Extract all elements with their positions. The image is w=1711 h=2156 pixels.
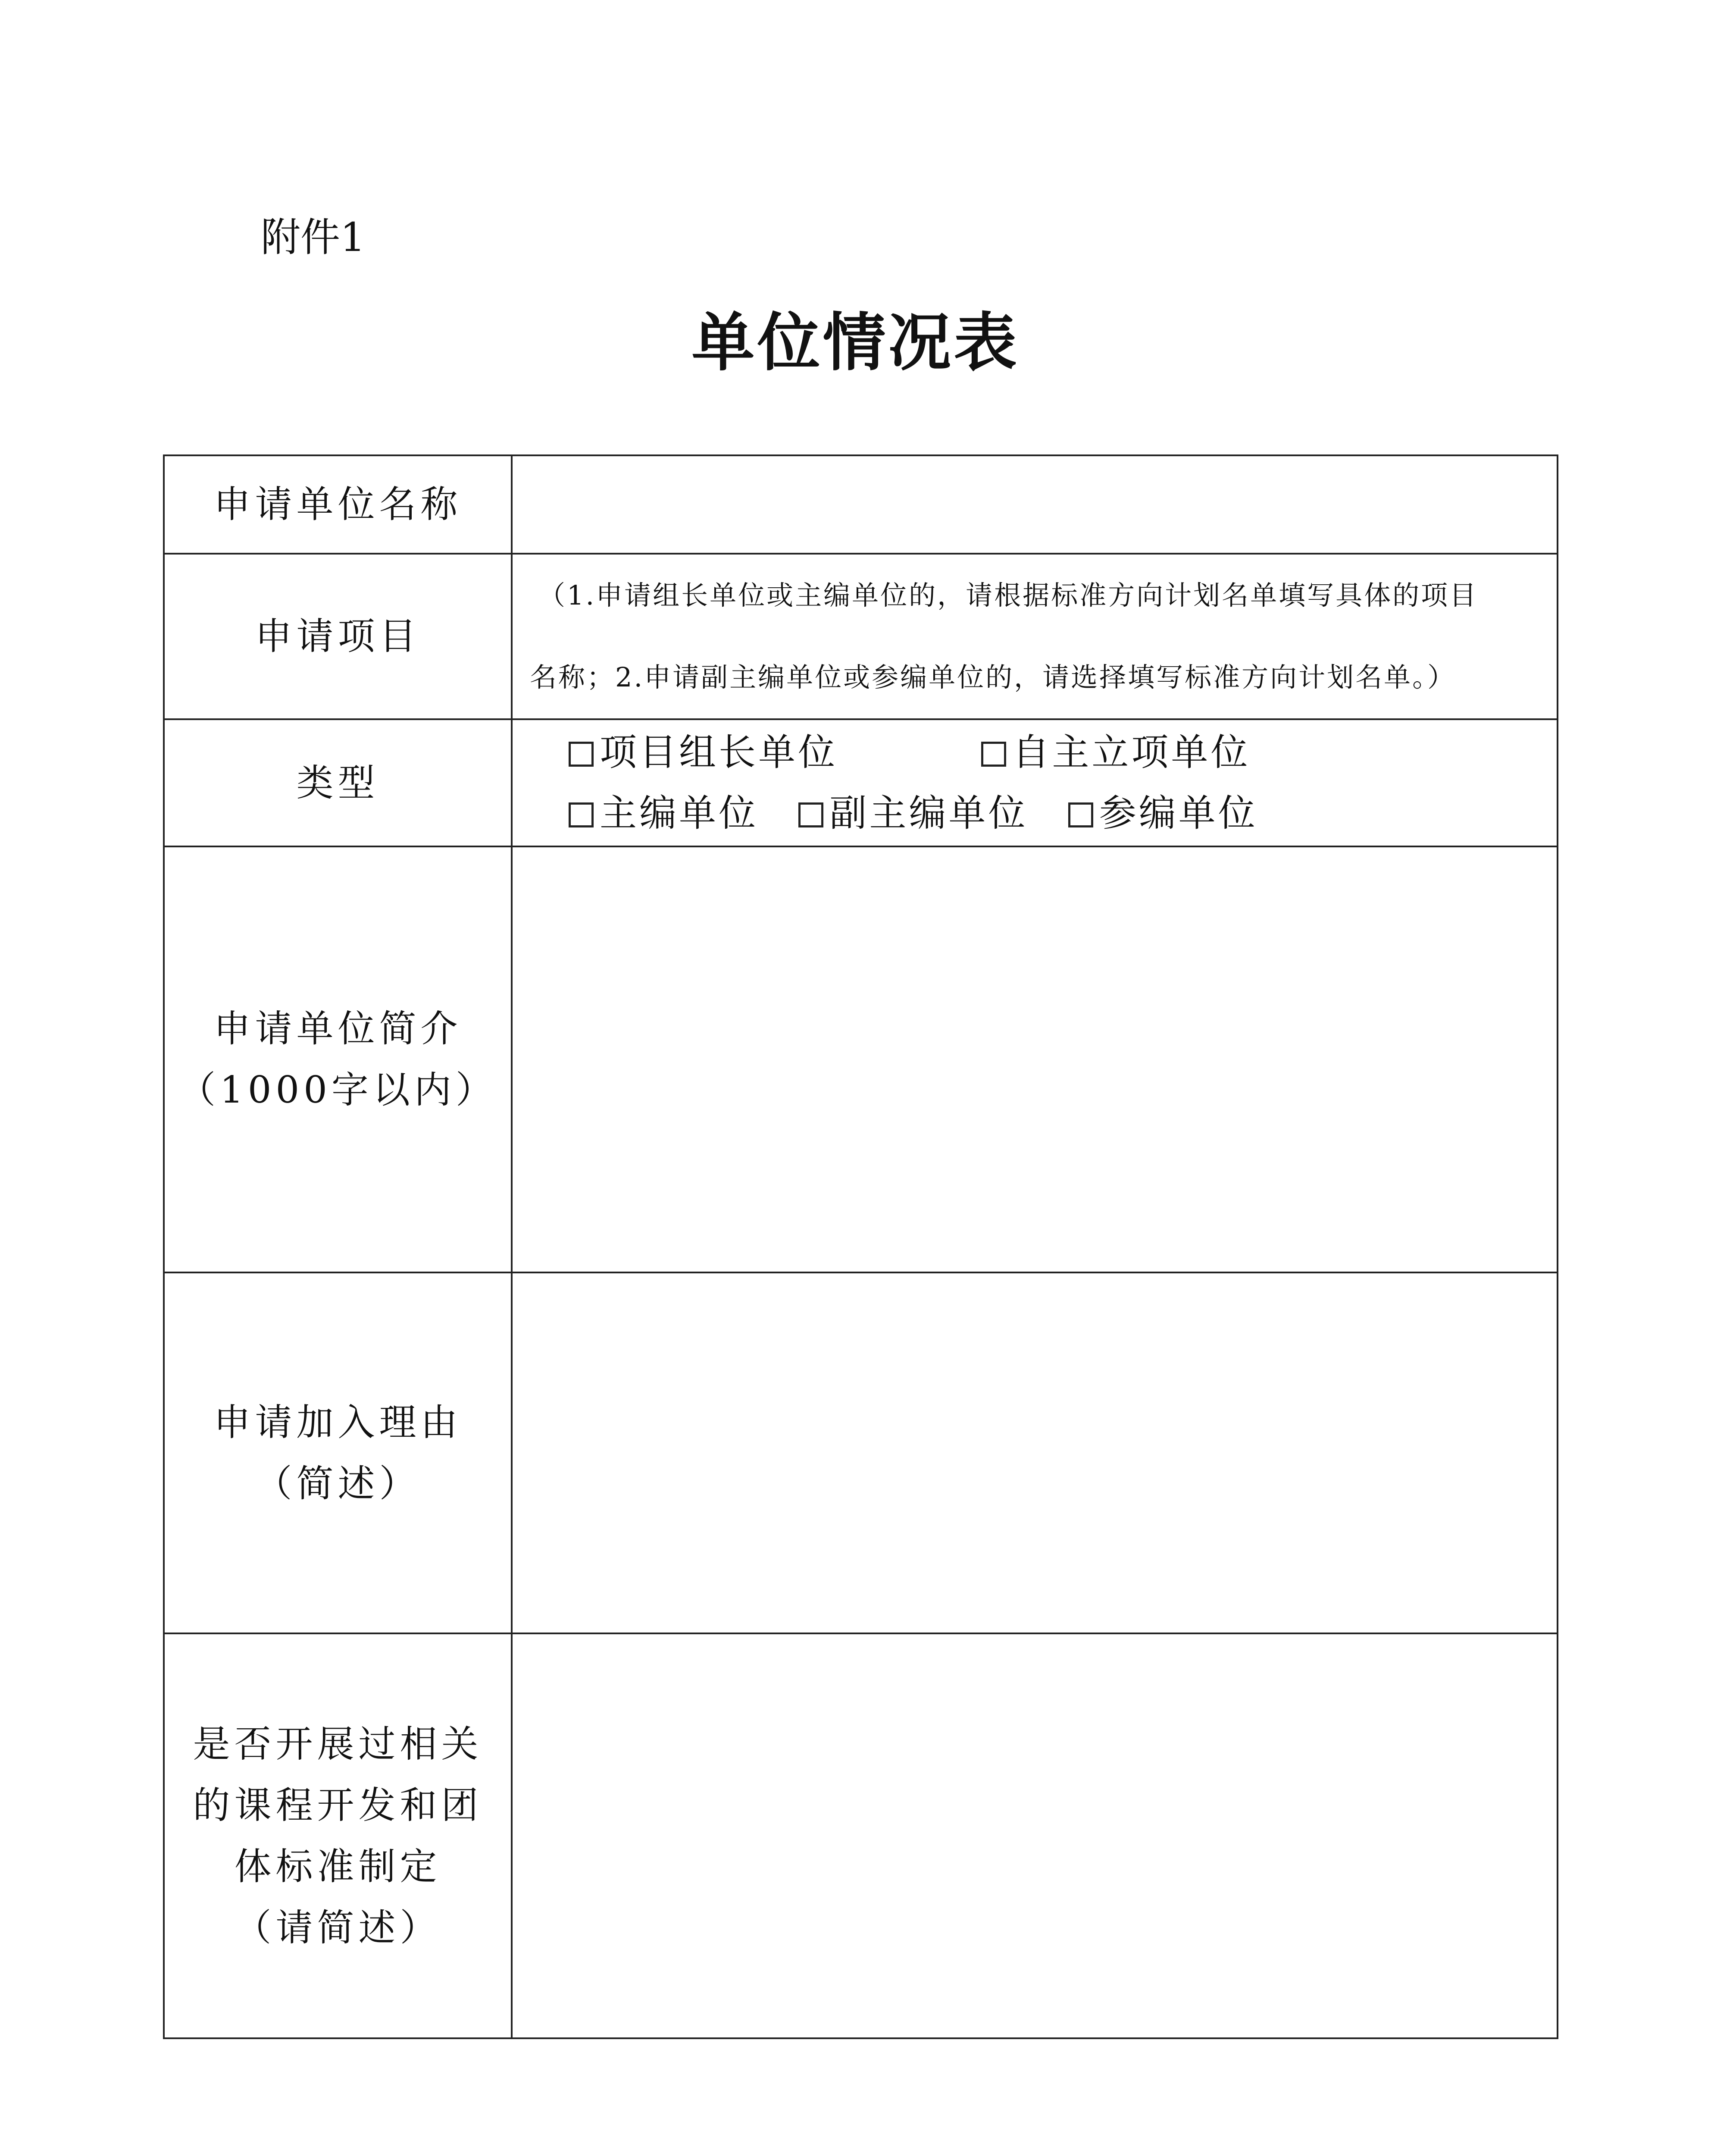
- label-unit-name: [164, 455, 512, 554]
- label-experience: [164, 1633, 512, 2038]
- row-unit-profile: [164, 846, 1558, 1272]
- label-line: 申请单位简介: [213, 1007, 462, 1050]
- checkbox[interactable]: [798, 802, 823, 827]
- option-chief-editor-unit[interactable]: [569, 783, 758, 844]
- label-line: 类型: [296, 761, 379, 805]
- experience-field[interactable]: [512, 1633, 1558, 2038]
- checkbox[interactable]: [569, 802, 594, 827]
- option-label: 副主编单位: [829, 791, 1028, 835]
- unit-profile-field[interactable]: [512, 846, 1558, 1272]
- checkbox[interactable]: [569, 742, 594, 767]
- row-project: [164, 554, 1558, 719]
- checkbox[interactable]: [981, 742, 1006, 767]
- label-type: [164, 719, 512, 846]
- label-line: （简述）: [255, 1462, 421, 1505]
- type-options-row-1: [569, 722, 1557, 783]
- project-field[interactable]: [512, 554, 1558, 719]
- type-options-row-2: [569, 783, 1557, 844]
- label-join-reason: [164, 1272, 512, 1633]
- type-options: [512, 719, 1558, 846]
- option-label: 参编单位: [1099, 791, 1258, 835]
- row-unit-name: [164, 455, 1558, 554]
- checkbox[interactable]: [1068, 802, 1093, 827]
- option-participating-unit[interactable]: [1068, 783, 1258, 844]
- join-reason-field[interactable]: [512, 1272, 1558, 1633]
- form-title: 单位情况表: [691, 306, 1020, 379]
- project-note-line-2: 名称；2.申请副主编单位或参编单位的，请选择填写标准方向计划名单。）: [530, 661, 1456, 693]
- label-project: [164, 554, 512, 719]
- row-join-reason: [164, 1272, 1558, 1633]
- row-experience: [164, 1633, 1558, 2038]
- unit-name-field[interactable]: [512, 455, 1558, 554]
- label-line: 体标准制定: [234, 1845, 441, 1888]
- label-line: （请简述）: [234, 1906, 441, 1949]
- label-line: 申请项目: [255, 615, 421, 658]
- label-line: 申请加入理由: [213, 1401, 462, 1444]
- option-deputy-editor-unit[interactable]: [798, 783, 1028, 844]
- option-self-initiated-unit[interactable]: [981, 722, 1250, 783]
- attachment-label: 附件1: [261, 214, 366, 260]
- row-type: [164, 719, 1558, 846]
- option-team-leader-unit[interactable]: [569, 722, 838, 783]
- option-label: 主编单位: [600, 791, 758, 835]
- option-label: 自主立项单位: [1012, 730, 1251, 774]
- label-line: （1000字以内）: [178, 1069, 497, 1112]
- label-line: 是否开展过相关: [193, 1722, 483, 1766]
- label-line: 申请单位名称: [213, 483, 462, 526]
- unit-info-table: [163, 454, 1558, 2039]
- option-label: 项目组长单位: [600, 730, 838, 774]
- label-unit-profile: [164, 846, 512, 1272]
- project-note-line-1: （1.申请组长单位或主编单位的，请根据标准方向计划名单填写具体的项目: [538, 580, 1478, 611]
- label-line: 的课程开发和团: [193, 1783, 483, 1827]
